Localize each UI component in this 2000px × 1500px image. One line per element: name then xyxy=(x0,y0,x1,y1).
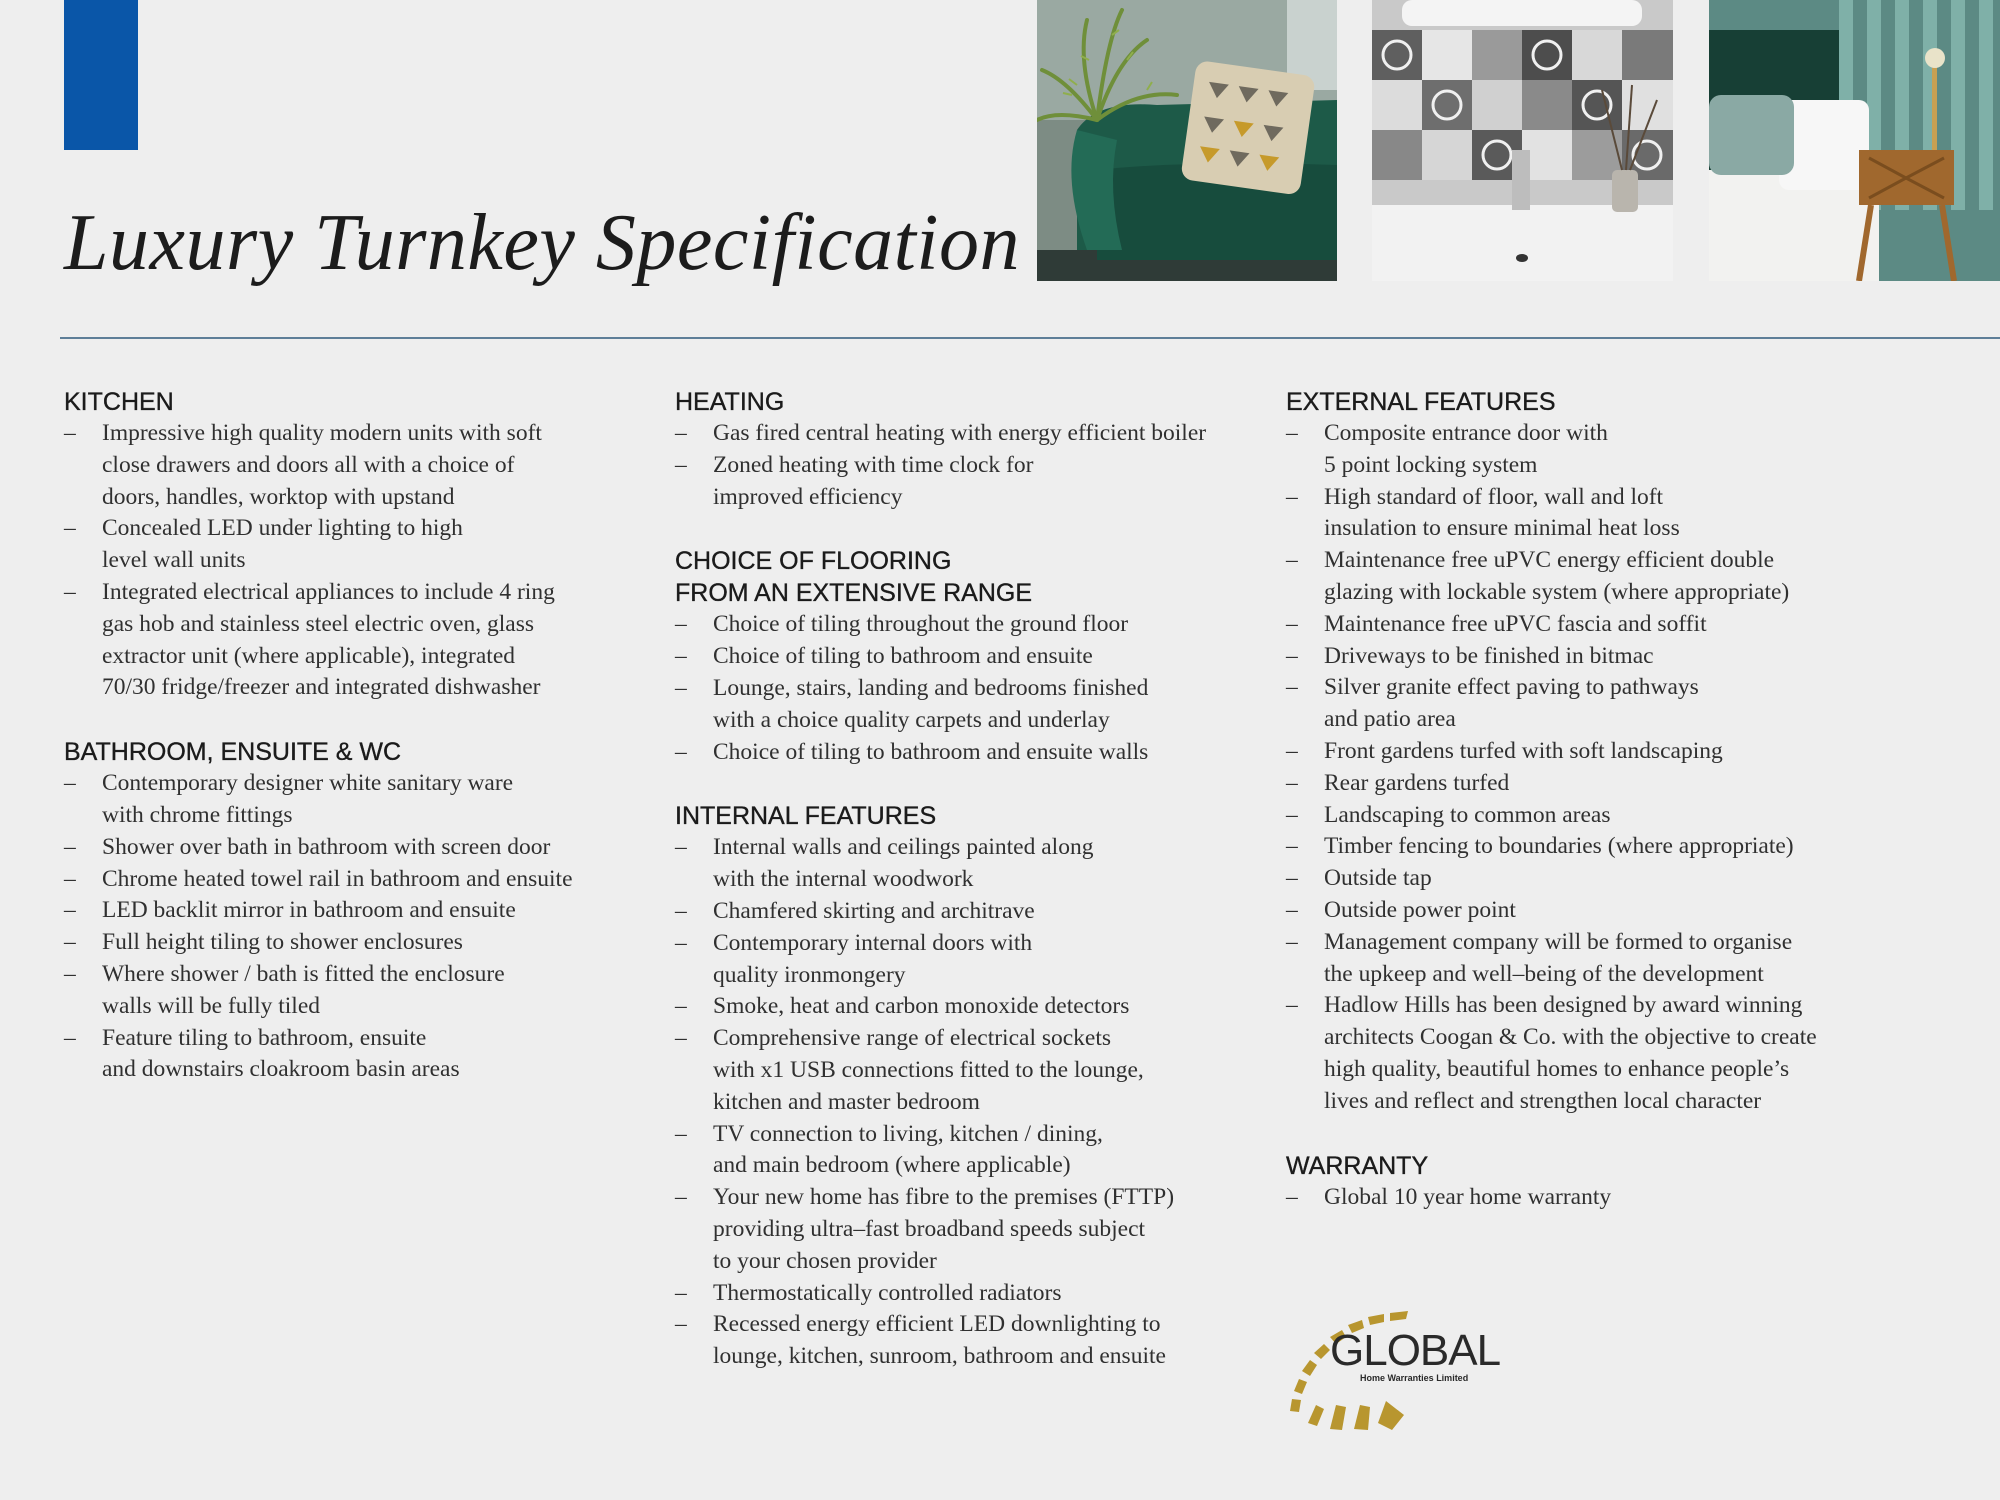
spec-list xyxy=(1286,418,1936,1118)
dash-bullet: – xyxy=(1286,769,1298,796)
spec-item xyxy=(64,895,654,927)
spec-item-line: Management company will be formed to organise xyxy=(1324,928,1793,955)
spec-item-line: improved efficiency xyxy=(713,483,903,510)
spec-item xyxy=(1286,418,1936,482)
spec-item-line: Global 10 year home warranty xyxy=(1324,1183,1612,1210)
spec-item xyxy=(64,418,654,513)
spec-section xyxy=(675,545,1265,768)
spec-item-line: and main bedroom (where applicable) xyxy=(713,1152,1071,1179)
dash-bullet: – xyxy=(675,738,687,765)
spec-item-line: quality ironmongery xyxy=(713,961,906,988)
spec-item xyxy=(64,513,654,577)
dash-bullet: – xyxy=(675,993,687,1020)
spec-item xyxy=(675,1309,1265,1373)
spec-item-line: the upkeep and well–being of the development xyxy=(1324,960,1764,987)
spec-list xyxy=(675,832,1265,1373)
spec-item xyxy=(675,1119,1265,1183)
spec-item xyxy=(1286,482,1936,546)
spec-item-line: Zoned heating with time clock for xyxy=(713,451,1034,478)
dash-bullet: – xyxy=(1286,420,1298,446)
spec-item-line: Outside tap xyxy=(1324,865,1432,892)
spec-column-middle xyxy=(675,386,1265,1405)
spec-item-line: with the internal woodwork xyxy=(713,866,974,893)
spec-item-line: with x1 USB connections fitted to the lounge, xyxy=(713,1056,1144,1083)
dash-bullet: – xyxy=(675,611,687,638)
spec-item-line: Lounge, stairs, landing and bedrooms finished xyxy=(713,674,1149,701)
spec-item xyxy=(675,928,1265,992)
spec-item-line: doors, handles, worktop with upstand xyxy=(102,483,455,510)
spec-item-line: Choice of tiling to bathroom and ensuite walls xyxy=(713,738,1149,765)
spec-item-line: architects Coogan & Co. with the objective to create xyxy=(1324,1024,1817,1051)
spec-item xyxy=(1286,736,1936,768)
header-divider xyxy=(60,337,2000,339)
spec-item xyxy=(675,1278,1265,1310)
section-heading: FROM AN EXTENSIVE RANGE xyxy=(675,579,1033,608)
spec-item-line: Chrome heated towel rail in bathroom and ensuite xyxy=(102,865,573,892)
spec-item-line: Outside power point xyxy=(1324,896,1516,923)
spec-item-line: Smoke, heat and carbon monoxide detectors xyxy=(713,993,1130,1020)
spec-item-line: Choice of tiling to bathroom and ensuite xyxy=(713,643,1093,670)
dash-bullet: – xyxy=(64,960,76,987)
spec-item-line: Gas fired central heating with energy efficient boiler xyxy=(713,420,1207,446)
spec-section xyxy=(675,800,1265,1373)
dash-bullet: – xyxy=(1286,737,1298,764)
spec-item xyxy=(675,1023,1265,1118)
spec-item-line: with chrome fittings xyxy=(102,801,293,828)
spec-item xyxy=(64,1023,654,1087)
spec-section xyxy=(675,386,1265,513)
spec-item-line: lounge, kitchen, sunroom, bathroom and ensuite xyxy=(713,1343,1166,1370)
dash-bullet: – xyxy=(675,1279,687,1306)
spec-item xyxy=(1286,672,1936,736)
spec-list xyxy=(675,418,1265,513)
section-heading: HEATING xyxy=(675,388,785,416)
spec-item xyxy=(675,418,1265,450)
spec-item-line: insulation to ensure minimal heat loss xyxy=(1324,515,1680,542)
spec-item-line: Shower over bath in bathroom with screen door xyxy=(102,833,551,860)
spec-item xyxy=(675,991,1265,1023)
spec-item-line: Contemporary designer white sanitary ware xyxy=(102,770,514,797)
spec-item xyxy=(64,577,654,704)
spec-item-line: Landscaping to common areas xyxy=(1324,801,1611,828)
dash-bullet: – xyxy=(675,897,687,924)
spec-section xyxy=(64,386,654,704)
spec-item xyxy=(64,768,654,832)
logo-wordmark: GLOBAL xyxy=(1330,1326,1501,1375)
spec-item-line: providing ultra–fast broadband speeds subject xyxy=(713,1215,1146,1242)
dash-bullet: – xyxy=(675,674,687,701)
spec-item xyxy=(675,896,1265,928)
dash-bullet: – xyxy=(64,578,76,605)
spec-column-right xyxy=(1286,386,1936,1245)
spec-item-line: Concealed LED under lighting to high xyxy=(102,515,463,542)
spec-item-line: level wall units xyxy=(102,547,246,574)
spec-item-line: with a choice quality carpets and underlay xyxy=(713,706,1110,733)
spec-item-line: gas hob and stainless steel electric oven, glass xyxy=(102,610,535,637)
section-heading: INTERNAL FEATURES xyxy=(675,802,937,831)
dash-bullet: – xyxy=(1286,642,1298,669)
spec-item xyxy=(675,450,1265,514)
spec-item xyxy=(1286,831,1936,863)
page-title: Luxury Turnkey Specification xyxy=(64,199,1021,287)
spec-item xyxy=(64,864,654,896)
dash-bullet: – xyxy=(675,1025,687,1052)
spec-item-line: TV connection to living, kitchen / dining, xyxy=(713,1120,1103,1147)
dash-bullet: – xyxy=(1286,674,1298,701)
spec-section xyxy=(1286,386,1936,1118)
dash-bullet: – xyxy=(64,420,76,446)
bedroom-photo xyxy=(1709,0,2000,281)
dash-bullet: – xyxy=(675,1120,687,1147)
spec-item-line: Full height tiling to shower enclosures xyxy=(102,929,463,956)
dash-bullet: – xyxy=(64,833,76,860)
spec-item-line: kitchen and master bedroom xyxy=(713,1088,980,1115)
spec-item-line: Internal walls and ceilings painted along xyxy=(713,834,1094,861)
spec-column-left xyxy=(64,386,654,1118)
spec-list xyxy=(1286,1182,1936,1214)
dash-bullet: – xyxy=(1286,833,1298,860)
spec-list xyxy=(64,768,654,1086)
spec-item xyxy=(675,673,1265,737)
section-heading: BATHROOM, ENSUITE & WC xyxy=(64,738,402,767)
blue-accent-tab xyxy=(64,0,138,150)
dash-bullet: – xyxy=(64,897,76,924)
dash-bullet: – xyxy=(64,865,76,892)
dash-bullet: – xyxy=(1286,1183,1298,1210)
spec-item-line: Contemporary internal doors with xyxy=(713,929,1033,956)
dash-bullet: – xyxy=(1286,610,1298,637)
spec-item-line: Integrated electrical appliances to include 4 ring xyxy=(102,578,555,605)
dash-bullet: – xyxy=(675,420,687,446)
spec-item xyxy=(675,609,1265,641)
spec-item xyxy=(1286,1182,1936,1214)
dash-bullet: – xyxy=(675,1184,687,1211)
spec-item-line: close drawers and doors all with a choice of xyxy=(102,451,515,478)
bathroom-tiles-photo xyxy=(1372,0,1673,281)
spec-item-line: high quality, beautiful homes to enhance people’s xyxy=(1324,1055,1790,1082)
spec-item-line: to your chosen provider xyxy=(713,1247,937,1274)
spec-item-line: Maintenance free uPVC fascia and soffit xyxy=(1324,610,1707,637)
dash-bullet: – xyxy=(64,770,76,797)
spec-item-line: Chamfered skirting and architrave xyxy=(713,897,1035,924)
spec-item-line: and downstairs cloakroom basin areas xyxy=(102,1056,460,1083)
spec-item-line: Driveways to be finished in bitmac xyxy=(1324,642,1654,669)
spec-item xyxy=(1286,863,1936,895)
dash-bullet: – xyxy=(675,451,687,478)
dash-bullet: – xyxy=(1286,547,1298,574)
dash-bullet: – xyxy=(64,515,76,542)
spec-item xyxy=(1286,895,1936,927)
spec-item xyxy=(1286,545,1936,609)
spec-item-line: 70/30 fridge/freezer and integrated dishwasher xyxy=(102,674,541,701)
spec-item xyxy=(64,832,654,864)
spec-item xyxy=(1286,768,1936,800)
spec-item-line: Rear gardens turfed xyxy=(1324,769,1510,796)
spec-item-line: lives and reflect and strengthen local character xyxy=(1324,1087,1762,1114)
spec-item xyxy=(64,927,654,959)
spec-section xyxy=(64,736,654,1086)
dash-bullet: – xyxy=(1286,992,1298,1019)
global-home-warranties-logo xyxy=(1280,1305,1500,1430)
spec-item-line: and patio area xyxy=(1324,706,1456,733)
spec-item-line: Thermostatically controlled radiators xyxy=(713,1279,1062,1306)
spec-section xyxy=(1286,1150,1936,1214)
spec-list xyxy=(675,609,1265,768)
spec-item-line: walls will be fully tiled xyxy=(102,992,320,1019)
spec-item-line: Recessed energy efficient LED downlighting to xyxy=(713,1311,1161,1338)
spec-item xyxy=(1286,641,1936,673)
spec-item-line: Where shower / bath is fitted the enclosure xyxy=(102,960,505,987)
spec-item xyxy=(64,959,654,1023)
spec-item xyxy=(675,737,1265,769)
spec-list xyxy=(64,418,654,704)
section-heading: CHOICE OF FLOORING xyxy=(675,547,952,576)
spec-item-line: Silver granite effect paving to pathways xyxy=(1324,674,1699,701)
spec-item xyxy=(1286,609,1936,641)
section-heading: KITCHEN xyxy=(64,388,174,416)
spec-item-line: Hadlow Hills has been designed by award winning xyxy=(1324,992,1803,1019)
dash-bullet: – xyxy=(1286,865,1298,892)
spec-item-line: Timber fencing to boundaries (where appropriate) xyxy=(1324,833,1794,860)
logo-subtitle: Home Warranties Limited xyxy=(1360,1373,1469,1383)
dash-bullet: – xyxy=(675,834,687,861)
spec-item xyxy=(1286,800,1936,832)
spec-item-line: Front gardens turfed with soft landscaping xyxy=(1324,737,1723,764)
spec-item-line: LED backlit mirror in bathroom and ensuite xyxy=(102,897,516,924)
spec-item-line: Comprehensive range of electrical sockets xyxy=(713,1025,1112,1052)
dash-bullet: – xyxy=(675,1311,687,1338)
spec-item xyxy=(1286,990,1936,1117)
dash-bullet: – xyxy=(675,643,687,670)
spec-item-line: glazing with lockable system (where appropriate) xyxy=(1324,578,1790,605)
spec-item xyxy=(675,641,1265,673)
dash-bullet: – xyxy=(64,1024,76,1051)
spec-item-line: Maintenance free uPVC energy efficient double xyxy=(1324,547,1775,574)
dash-bullet: – xyxy=(64,929,76,956)
spec-item-line: High standard of floor, wall and loft xyxy=(1324,483,1664,510)
spec-item-line: Feature tiling to bathroom, ensuite xyxy=(102,1024,427,1051)
spec-item-line: Your new home has fibre to the premises (FTTP) xyxy=(713,1184,1175,1211)
dash-bullet: – xyxy=(1286,483,1298,510)
spec-item-line: Impressive high quality modern units with soft xyxy=(102,420,542,446)
section-heading: WARRANTY xyxy=(1286,1151,1429,1180)
dash-bullet: – xyxy=(1286,896,1298,923)
spec-item-line: extractor unit (where applicable), integrated xyxy=(102,642,516,669)
dash-bullet: – xyxy=(675,929,687,956)
spec-item-line: Composite entrance door with xyxy=(1324,420,1608,446)
spec-item-line: 5 point locking system xyxy=(1324,451,1538,478)
spec-item xyxy=(675,832,1265,896)
section-heading: EXTERNAL FEATURES xyxy=(1286,388,1556,416)
spec-item xyxy=(1286,927,1936,991)
dash-bullet: – xyxy=(1286,801,1298,828)
lounge-sofa-photo xyxy=(1037,0,1337,281)
spec-item-line: Choice of tiling throughout the ground floor xyxy=(713,611,1129,638)
dash-bullet: – xyxy=(1286,928,1298,955)
spec-item xyxy=(675,1182,1265,1277)
